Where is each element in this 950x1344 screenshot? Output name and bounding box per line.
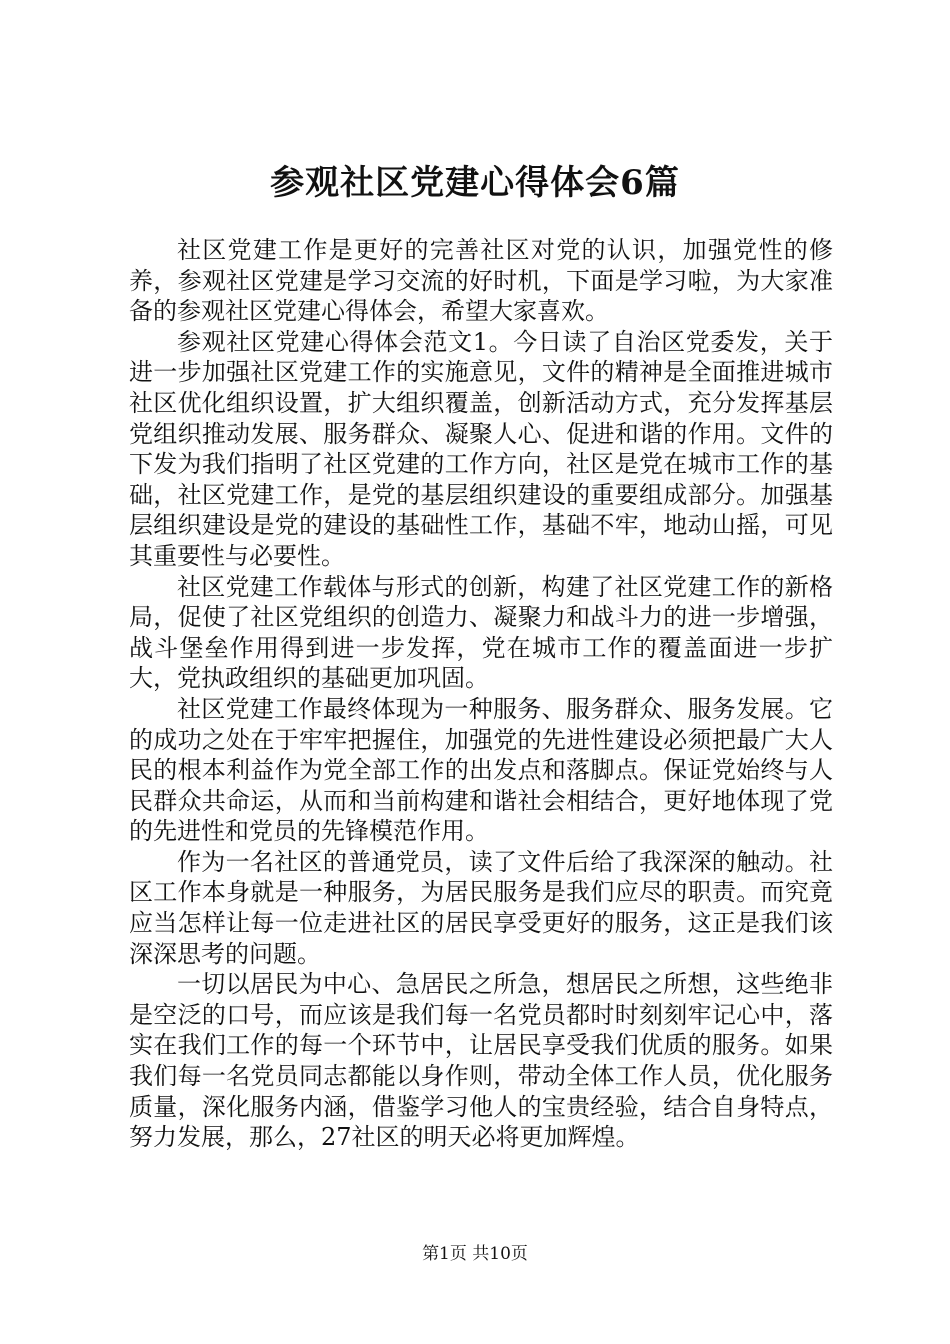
- document-body: [129, 235, 833, 1153]
- paragraph-4: 作为一名社区的普通党员，读了文件后给了我深深的触动。社区工作本身就是一种服务，为居民服务是我们应尽的职责。而究竟应当怎样让每一位走进社区的居民享受更好的服务，这正是我们该深深思考的问题。: [129, 847, 833, 968]
- document-title: 参观社区党建心得体会6篇: [270, 163, 680, 203]
- page-indicator: 第1页 共10页: [422, 1244, 528, 1264]
- paragraph-3: 社区党建工作最终体现为一种服务、服务群众、服务发展。它的成功之处在于牢牢把握住，加强党的先进性建设必须把最广大人民的根本利益作为党全部工作的出发点和落脚点。保证党始终与人民群众共命运，从而和当前构建和谐社会相结合，更好地体现了党的先进性和党员的先锋模范作用。: [129, 694, 833, 846]
- paragraph-5: 一切以居民为中心、急居民之所急，想居民之所想，这些绝非是空泛的口号，而应该是我们每一名党员都时时刻刻牢记心中，落实在我们工作的每一个环节中，让居民享受我们优质的服务。如果我们每一名党员同志都能以身作则，带动全体工作人员，优化服务质量，深化服务内涵，借鉴学习他人的宝贵经验，结合自身特点，努力发展，那么，27社区的明天必将更加辉煌。: [129, 970, 833, 1152]
- paragraph-intro: 社区党建工作是更好的完善社区对党的认识，加强党性的修养，参观社区党建是学习交流的好时机，下面是学习啦，为大家准备的参观社区党建心得体会，希望大家喜欢。: [129, 236, 833, 326]
- paragraph-1: 参观社区党建心得体会范文1。今日读了自治区党委发，关于进一步加强社区党建工作的实施意见，文件的精神是全面推进城市社区优化组织设置，扩大组织覆盖，创新活动方式，充分发挥基层党组织推动发展、服务群众、凝聚人心、促进和谐的作用。文件的下发为我们指明了社区党建的工作方向，社区是党在城市工作的基础，社区党建工作，是党的基层组织建设的重要组成部分。加强基层组织建设是党的建设的基础性工作，基础不牢，地动山摇，可见其重要性与必要性。: [129, 327, 833, 570]
- paragraph-2: 社区党建工作载体与形式的创新，构建了社区党建工作的新格局，促使了社区党组织的创造力、凝聚力和战斗力的进一步增强，战斗堡垒作用得到进一步发挥，党在城市工作的覆盖面进一步扩大，党执政组织的基础更加巩固。: [129, 572, 833, 693]
